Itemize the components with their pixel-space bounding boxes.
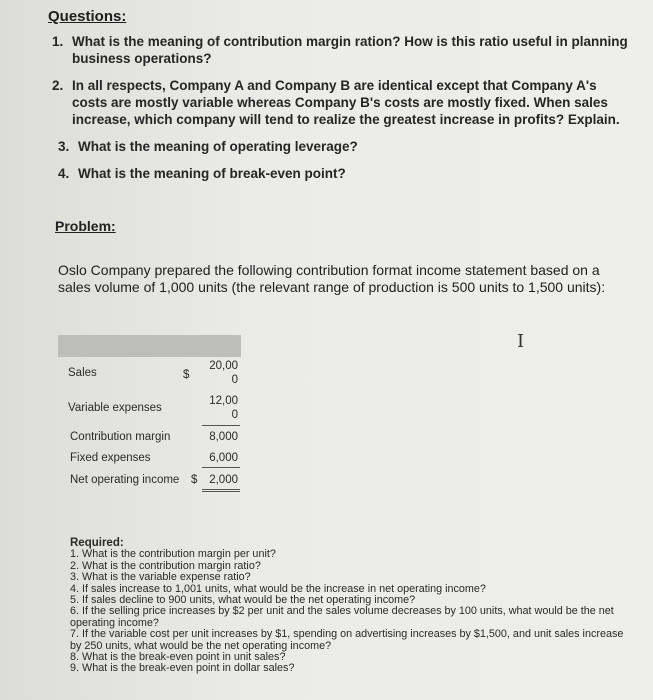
required-item: 1. What is the contribution margin per unit?	[70, 548, 276, 561]
required-item: 4. If sales increase to 1,001 units, what would be the increase in net operating income?	[70, 582, 486, 595]
sales-label: Sales	[68, 367, 97, 379]
questions-heading: Questions:	[48, 8, 127, 25]
net-operating-income-currency: $	[191, 474, 198, 486]
question-text: What is the meaning of break-even point?	[78, 166, 346, 181]
sales-value-line1: 20,00	[209, 360, 238, 372]
contribution-margin-value: 8,000	[209, 431, 238, 443]
required-item: 2. What is the contribution margin ratio?	[70, 559, 261, 572]
sales-value-line2: 0	[231, 374, 238, 386]
question-number: 1.	[52, 34, 64, 49]
problem-intro: Oslo Company prepared the following contribution format income statement based on a sales volume of 1,000 units (the relevant range of production is 500 units to 1,500 units):	[58, 262, 606, 295]
question-text: In all respects, Company A and Company B are identical except that Company A's costs are mostly variable whereas Company B's costs are mostly fixed. When sales increase, which company will tend to realize the greatest increase in profits? Explain.	[72, 78, 620, 127]
required-title: Required:	[70, 537, 124, 549]
question-number: 2.	[52, 78, 64, 93]
question-text: What is the meaning of operating leverage?	[78, 139, 358, 154]
total-rule	[202, 489, 240, 490]
question-item	[52, 33, 632, 67]
required-item: 7. If the variable cost per unit increases by $1, spending on advertising increases by $1,500, and unit sales increase by 250 units, what would be the net operating income?	[70, 628, 624, 652]
question-item	[58, 165, 632, 182]
required-item: 9. What is the break-even point in dollar sales?	[70, 662, 295, 675]
net-operating-income-label: Net operating income	[70, 474, 180, 486]
contribution-margin-label: Contribution margin	[70, 431, 171, 443]
variable-expenses-value-line2: 0	[231, 409, 238, 421]
required-item: 5. If sales decline to 900 units, what would be the net operating income?	[70, 594, 416, 607]
sales-currency: $	[183, 369, 190, 381]
table-header-bar	[58, 335, 241, 357]
subtotal-rule	[202, 425, 240, 426]
subtotal-rule	[202, 467, 240, 468]
question-item	[58, 138, 632, 155]
fixed-expenses-value: 6,000	[209, 452, 238, 464]
question-number: 4.	[58, 166, 70, 181]
question-item	[52, 77, 632, 128]
variable-expenses-value-line1: 12,00	[209, 395, 238, 407]
problem-heading: Problem:	[55, 218, 116, 234]
fixed-expenses-label: Fixed expenses	[70, 452, 151, 464]
text-cursor-icon: I	[517, 331, 525, 352]
net-operating-income-value: 2,000	[209, 474, 238, 486]
required-item: 6. If the selling price increases by $2 per unit and the sales volume decreases by 100 units, what would be the net operating income?	[70, 605, 614, 629]
question-number: 3.	[58, 139, 70, 154]
questions-list	[52, 33, 632, 192]
variable-expenses-label: Variable expenses	[68, 402, 162, 414]
required-section	[70, 538, 630, 675]
required-item: 8. What is the break-even point in unit sales?	[70, 651, 286, 664]
total-double-rule	[202, 491, 240, 492]
question-text: What is the meaning of contribution margin ration? How is this ratio useful in planning business operations?	[72, 34, 628, 66]
required-item: 3. What is the variable expense ratio?	[70, 571, 251, 584]
